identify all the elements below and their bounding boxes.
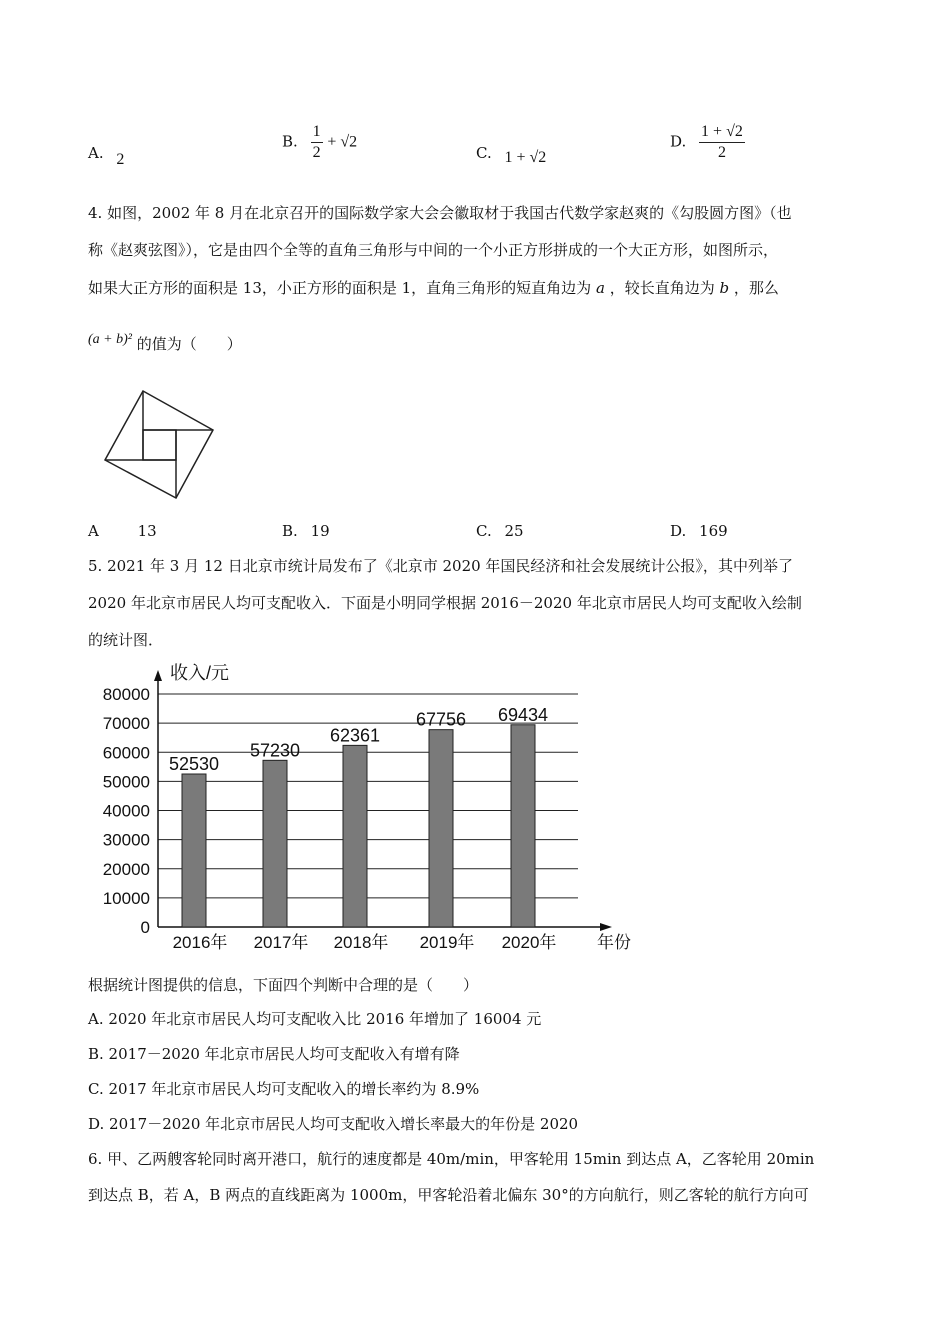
q4-a-label: A bbox=[88, 522, 99, 540]
q3-option-b bbox=[282, 122, 357, 163]
q4-option-a bbox=[88, 521, 157, 541]
y-tick-label: 10000 bbox=[102, 888, 150, 908]
q4-line-2: 称《赵爽弦图》），它是由四个全等的直角三角形与中间的一个小正方形拼成的一个大正方形，如图所示， bbox=[88, 241, 779, 259]
q4-b-value: 19 bbox=[310, 522, 330, 540]
q4-option-c bbox=[476, 521, 524, 541]
data-label: 67756 bbox=[415, 709, 467, 730]
q3-option-a bbox=[88, 143, 125, 168]
q3-b-rest: + √2 bbox=[327, 133, 358, 151]
bar bbox=[511, 725, 535, 927]
q5-option-b: B. 2017－2020 年北京市居民人均可支配收入有增有降 bbox=[88, 1045, 460, 1063]
q4-line-4-text: 的值为（ ） bbox=[136, 335, 242, 353]
q5-option-a: A. 2020 年北京市居民人均可支配收入比 2016 年增加了 16004 元 bbox=[88, 1010, 542, 1028]
q3-a-label: A. bbox=[88, 144, 104, 162]
q3-d-den: 2 bbox=[699, 142, 745, 163]
q5-option-c: C. 2017 年北京市居民人均可支配收入的增长率约为 8.9% bbox=[88, 1080, 480, 1098]
x-axis-arrow bbox=[600, 923, 612, 931]
outer-square bbox=[105, 391, 213, 498]
q5-option-d: D. 2017－2020 年北京市居民人均可支配收入增长率最大的年份是 2020 bbox=[88, 1115, 579, 1133]
bar bbox=[429, 730, 453, 927]
x-axis-title: 年份 bbox=[597, 933, 631, 952]
q4-option-b bbox=[282, 521, 330, 541]
x-tick-label: 2018年 bbox=[333, 933, 389, 952]
q6-line-1: 6. 甲、乙两艘客轮同时离开港口，航行的速度都是 40m/min，甲客轮用 15min 到达点 A，乙客轮用 20min bbox=[88, 1150, 815, 1168]
y-tick-label: 70000 bbox=[102, 714, 150, 734]
q4-line-3c: ，那么 bbox=[733, 279, 779, 297]
q4-line-1: 4. 如图，2002 年 8 月在北京召开的国际数学家大会会徽取材于我国古代数学家赵爽的《勾股圆方图》（也 bbox=[88, 204, 792, 222]
q3-b-den: 2 bbox=[312, 144, 321, 161]
q5-line-3: 的统计图． bbox=[88, 631, 164, 649]
x-tick-label: 2016年 bbox=[172, 933, 228, 952]
data-label: 57230 bbox=[249, 740, 301, 761]
q5-line-2: 2020 年北京市居民人均可支配收入．下面是小明同学根据 2016－2020 年北京市居民人均可支配收入绘制 bbox=[88, 594, 802, 612]
y-tick-label: 80000 bbox=[102, 685, 150, 704]
q6-line-2: 到达点 B，若 A，B 两点的直线距离为 1000m，甲客轮沿着北偏东 30°的方向航行，则乙客轮的航行方向可 bbox=[88, 1186, 809, 1204]
bar bbox=[343, 745, 367, 927]
q4-c-label: C. bbox=[476, 522, 492, 540]
q3-b-label: B. bbox=[282, 132, 298, 151]
q4-line-4 bbox=[88, 334, 242, 356]
y-tick-label: 0 bbox=[140, 918, 150, 937]
y-tick-label: 60000 bbox=[102, 743, 150, 763]
y-tick-label: 40000 bbox=[102, 801, 150, 821]
q5-question: 根据统计图提供的信息，下面四个判断中合理的是（ ） bbox=[88, 976, 479, 994]
y-axis-arrow bbox=[154, 670, 162, 681]
bar bbox=[263, 760, 287, 927]
q3-d-num: 1 + √2 bbox=[701, 123, 743, 140]
data-label: 69434 bbox=[497, 704, 549, 725]
q3-b-num: 1 bbox=[312, 123, 321, 140]
q4-a-value: 13 bbox=[137, 522, 157, 540]
y-tick-label: 50000 bbox=[102, 772, 150, 792]
q3-d-label: D. bbox=[670, 132, 687, 151]
q4-d-value: 169 bbox=[699, 522, 728, 540]
zhao-shuang-diagram bbox=[100, 385, 220, 505]
q4-c-value: 25 bbox=[504, 522, 524, 540]
q4-line-3a: 如果大正方形的面积是 13，小正方形的面积是 1，直角三角形的短直角边为 bbox=[88, 279, 592, 297]
q3-option-c bbox=[476, 143, 546, 164]
inner-square bbox=[143, 430, 176, 460]
q3-d-fraction bbox=[699, 122, 745, 163]
q4-b-label: B. bbox=[282, 522, 298, 540]
q3-b-fraction bbox=[311, 122, 323, 163]
q3-c-label: C. bbox=[476, 144, 492, 162]
q3-option-d bbox=[670, 122, 745, 163]
bar bbox=[182, 774, 206, 927]
q4-option-d bbox=[670, 521, 728, 541]
q4-d-label: D. bbox=[670, 522, 687, 540]
q4-line-3 bbox=[88, 278, 779, 298]
q3-c-math: 1 + √2 bbox=[504, 149, 547, 166]
q4-line-3b: ，较长直角边为 bbox=[609, 279, 715, 297]
data-label: 52530 bbox=[168, 754, 220, 775]
q4-expr: (a + b)² bbox=[88, 332, 132, 347]
data-label: 62361 bbox=[329, 725, 381, 746]
q3-a-math: 2 bbox=[116, 151, 125, 168]
x-tick-label: 2017年 bbox=[253, 933, 309, 952]
x-tick-label: 2019年 bbox=[419, 933, 475, 952]
income-bar-chart bbox=[90, 655, 650, 960]
y-tick-label: 30000 bbox=[102, 830, 150, 850]
x-tick-label: 2020年 bbox=[501, 933, 557, 952]
q5-line-1: 5. 2021 年 3 月 12 日北京市统计局发布了《北京市 2020 年国民经济和社会发展统计公报》，其中列举了 bbox=[88, 557, 793, 575]
q4-var-b: b bbox=[719, 279, 730, 297]
q4-var-a: a bbox=[595, 279, 605, 297]
y-tick-label: 20000 bbox=[102, 859, 150, 879]
y-axis-title: 收入/元 bbox=[170, 663, 230, 683]
